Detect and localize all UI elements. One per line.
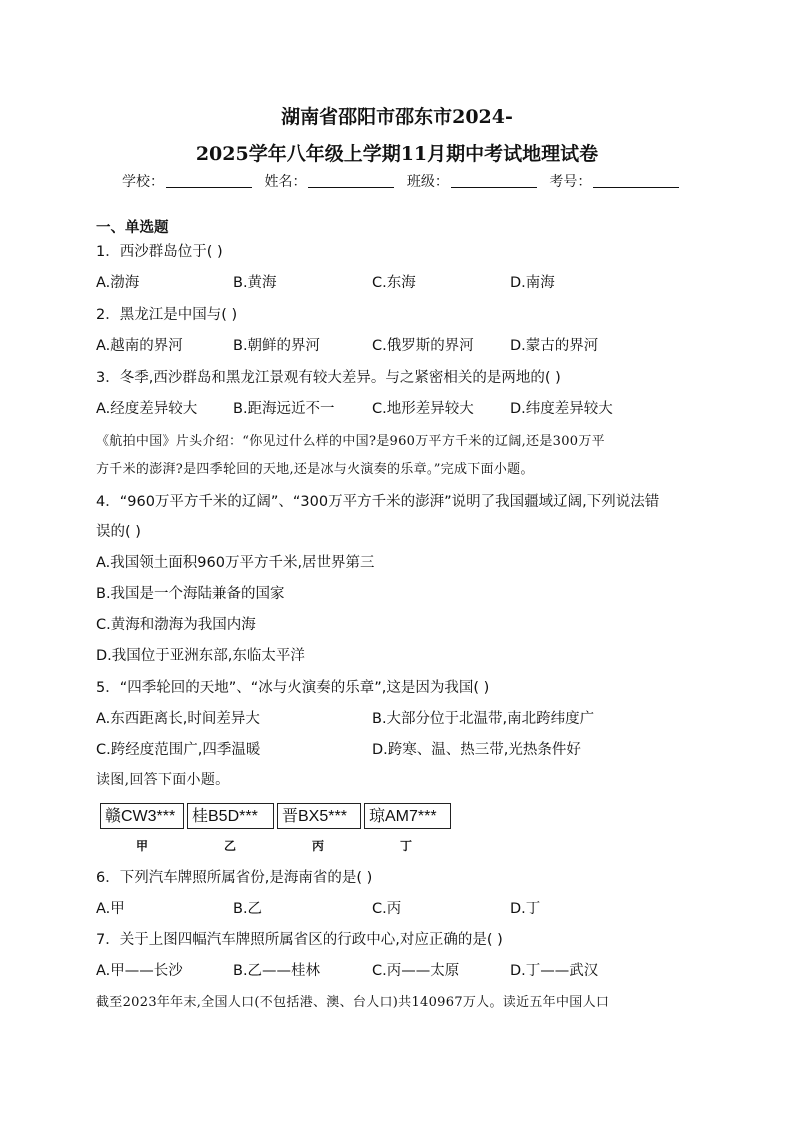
question-5-stem: 5．“四季轮回的天地”、“冰与火演奏的乐章”,这是因为我国( ) (96, 680, 490, 696)
question-4-stem-line1: 4．“960万平方千米的辽阔”、“300万平方千米的澎湃”说明了我国疆域辽阔,下列说法错 (96, 494, 660, 510)
exam-title-line2: 2025学年八年级上学期11月期中考试地理试卷 (195, 143, 599, 165)
q3-option-c: C.地形差异较大 (372, 401, 474, 417)
exam-no-blank (593, 173, 679, 188)
q5-option-c: C.跨经度范围广,四季温暖 (96, 742, 261, 758)
q7-option-a: A.甲——长沙 (96, 963, 183, 979)
q2-option-c: C.俄罗斯的界河 (372, 338, 474, 354)
q6-option-c: C.丙 (372, 901, 402, 917)
q1-option-c: C.东海 (372, 275, 416, 291)
q5-option-d: D.跨寒、温、热三带,光热条件好 (372, 742, 581, 758)
q4-option-a: A.我国领土面积960万平方千米,居世界第三 (96, 555, 375, 571)
plate-yi: 桂B5D*** (187, 803, 274, 829)
q7-option-d: D.丁——武汉 (510, 963, 599, 979)
q4-option-b: B.我国是一个海陆兼备的国家 (96, 586, 285, 602)
q1-option-d: D.南海 (510, 275, 555, 291)
q3-option-b: B.距海远近不一 (233, 401, 335, 417)
plate-bing: 晋BX5*** (277, 803, 361, 829)
q2-option-d: D.蒙古的界河 (510, 338, 599, 354)
material-2: 读图,回答下面小题。 (96, 772, 230, 788)
q6-option-a: A.甲 (96, 901, 125, 917)
question-3-stem: 3．冬季,西沙群岛和黑龙江景观有较大差异。与之紧密相关的是两地的( ) (96, 370, 561, 386)
q4-option-c: C.黄海和渤海为我国内海 (96, 617, 256, 633)
plate-label-yi: 乙 (224, 839, 237, 853)
question-1-stem: 1．西沙群岛位于( ) (96, 244, 223, 260)
question-6-stem: 6．下列汽车牌照所属省份,是海南省的是( ) (96, 870, 373, 886)
plate-label-bing: 丙 (312, 839, 325, 853)
q6-option-b: B.乙 (233, 901, 263, 917)
plate-label-ding: 丁 (400, 839, 413, 853)
q2-option-b: B.朝鲜的界河 (233, 338, 321, 354)
school-blank (166, 173, 252, 188)
question-4-stem-line2: 误的( ) (96, 524, 141, 540)
school-label: 学校： (122, 174, 164, 190)
q7-option-c: C.丙——太原 (372, 963, 460, 979)
q6-option-d: D.丁 (510, 901, 541, 917)
q3-option-d: D.纬度差异较大 (510, 401, 613, 417)
q3-option-a: A.经度差异较大 (96, 401, 198, 417)
q5-option-a: A.东西距离长,时间差异大 (96, 711, 260, 727)
question-2-stem: 2．黑龙江是中国与( ) (96, 307, 238, 323)
class-label: 班级： (406, 174, 449, 190)
q2-option-a: A.越南的界河 (96, 338, 183, 354)
q5-option-b: B.大部分位于北温带,南北跨纬度广 (372, 711, 595, 727)
plate-jia: 赣CW3*** (100, 803, 184, 829)
question-7-stem: 7．关于上图四幅汽车牌照所属省区的行政中心,对应正确的是( ) (96, 932, 503, 948)
exam-no-label: 考号： (549, 174, 592, 190)
section-heading: 一、单选题 (96, 220, 169, 236)
name-label: 姓名： (264, 174, 307, 190)
q1-option-a: A.渤海 (96, 275, 140, 291)
q1-option-b: B.黄海 (233, 275, 277, 291)
material-1-line1: 《航拍中国》片头介绍：“你见过什么样的中国?是960万平方千米的辽阔,还是300万平 (96, 434, 605, 449)
material-1-line2: 方千米的澎湃?是四季轮回的天地,还是冰与火演奏的乐章。”完成下面小题。 (96, 462, 534, 477)
plate-ding: 琼AM7*** (364, 803, 451, 829)
student-info-row (122, 171, 687, 191)
class-blank (451, 173, 537, 188)
name-blank (308, 173, 394, 188)
q7-option-b: B.乙——桂林 (233, 963, 321, 979)
exam-title-line1: 湖南省邵阳市邵东市2024- (281, 106, 513, 128)
q4-option-d: D.我国位于亚洲东部,东临太平洋 (96, 648, 305, 664)
material-3: 截至2023年年末,全国人口(不包括港、澳、台人口)共140967万人。读近五年中国人口 (96, 995, 610, 1010)
plate-label-jia: 甲 (136, 839, 149, 853)
